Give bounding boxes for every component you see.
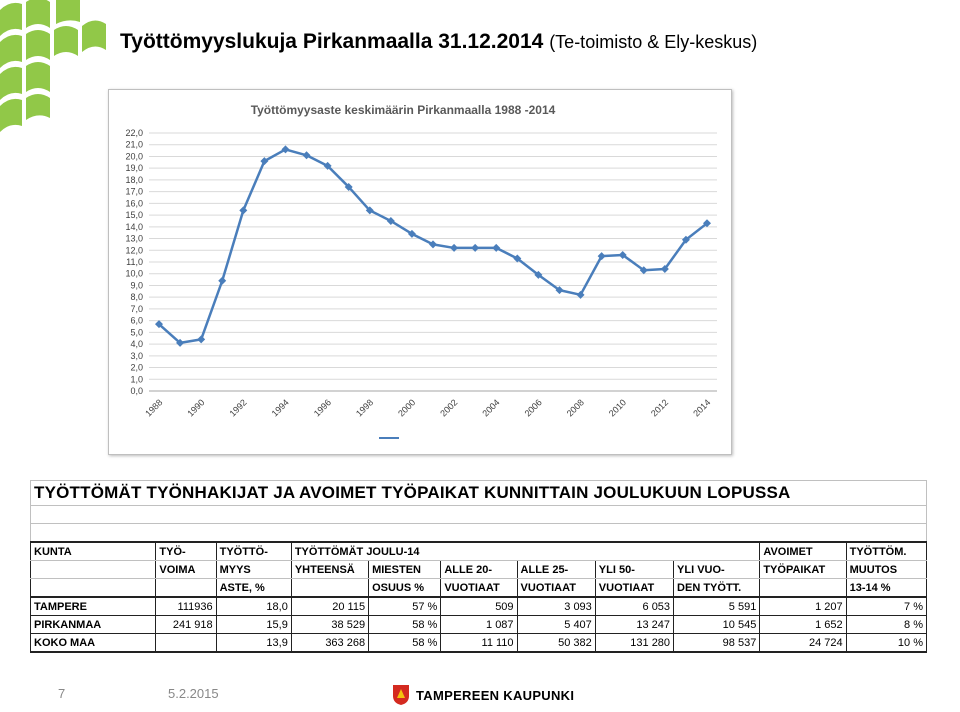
table-cell: 111936 xyxy=(156,597,216,616)
table-header-cell: ASTE, % xyxy=(216,579,291,598)
data-point xyxy=(218,277,226,285)
table-header-cell xyxy=(156,579,216,598)
table-cell: 5 591 xyxy=(674,597,760,616)
x-tick-label: 2002 xyxy=(438,397,460,419)
table-cell: 3 093 xyxy=(517,597,595,616)
table-header-cell: TYÖTTÖ- xyxy=(216,542,291,561)
x-tick-label: 2014 xyxy=(691,397,713,419)
line-chart-frame xyxy=(108,89,732,455)
table-cell: 20 115 xyxy=(291,597,368,616)
tampere-crest-icon xyxy=(392,684,410,706)
table-cell: 58 % xyxy=(369,634,441,653)
table-header-cell: VUOTIAAT xyxy=(595,579,673,598)
x-tick-label: 2012 xyxy=(649,397,671,419)
table-cell: 1 087 xyxy=(441,616,517,634)
table-header-row xyxy=(31,542,927,561)
y-tick-label: 7,0 xyxy=(130,303,143,314)
table-header-cell: VOIMA xyxy=(156,561,216,579)
y-tick-label: 22,0 xyxy=(125,128,143,138)
table-row xyxy=(31,634,927,653)
table-cell: 363 268 xyxy=(291,634,368,653)
table-heading: TYÖTTÖMÄT TYÖNHAKIJAT JA AVOIMET TYÖPAIKAT KUNNITTAIN JOULUKUUN LOPUSSA xyxy=(31,481,927,506)
table-header-cell: KUNTA xyxy=(31,542,156,561)
table-cell: 1 207 xyxy=(760,597,846,616)
city-logo xyxy=(392,683,574,707)
table-header-cell xyxy=(31,561,156,579)
table-header-cell: DEN TYÖTT. xyxy=(674,579,760,598)
table-header-cell: VUOTIAAT xyxy=(517,579,595,598)
table-row xyxy=(31,597,927,616)
slide-title-source: (Te-toimisto & Ely-keskus) xyxy=(549,32,758,52)
y-tick-label: 5,0 xyxy=(130,327,143,338)
y-tick-label: 12,0 xyxy=(125,245,143,256)
data-point xyxy=(239,206,247,214)
table-header-cell: YHTEENSÄ xyxy=(291,561,368,579)
y-tick-label: 1,0 xyxy=(130,374,143,385)
y-tick-label: 3,0 xyxy=(130,350,143,361)
table-cell: 13 247 xyxy=(595,616,673,634)
table-header-cell: TYÖTTÖM. xyxy=(846,542,926,561)
x-tick-label: 1988 xyxy=(143,397,165,419)
x-tick-label: 2010 xyxy=(606,397,629,419)
y-tick-label: 14,0 xyxy=(125,221,143,232)
table-header-cell: YLI VUO- xyxy=(674,561,760,579)
y-tick-label: 0,0 xyxy=(130,386,143,396)
table-cell: 241 918 xyxy=(156,616,216,634)
table-cell: 98 537 xyxy=(674,634,760,653)
table-cell: 1 652 xyxy=(760,616,846,634)
table-header-cell: ALLE 25- xyxy=(517,561,595,579)
city-name: TAMPEREEN KAUPUNKI xyxy=(416,687,575,703)
data-point xyxy=(197,335,205,343)
y-tick-label: 2,0 xyxy=(130,362,143,373)
slide-date: 5.2.2015 xyxy=(168,686,219,701)
x-tick-label: 1996 xyxy=(311,397,334,419)
table-cell: 57 % xyxy=(369,597,441,616)
x-tick-label: 2004 xyxy=(480,397,502,419)
y-tick-label: 16,0 xyxy=(125,198,143,209)
table-row-label: PIRKANMAA xyxy=(31,616,156,634)
table-cell: 24 724 xyxy=(760,634,846,653)
table-header-cell: VUOTIAAT xyxy=(441,579,517,598)
y-tick-label: 15,0 xyxy=(125,210,143,221)
table-header-cell: TYÖPAIKAT xyxy=(760,561,846,579)
table-cell: 131 280 xyxy=(595,634,673,653)
table-header-cell: MUUTOS xyxy=(846,561,926,579)
table-cell: 509 xyxy=(441,597,517,616)
x-tick-label: 1998 xyxy=(353,397,376,419)
table-row-label: KOKO MAA xyxy=(31,634,156,653)
y-tick-label: 6,0 xyxy=(130,315,143,326)
table-spacer xyxy=(31,506,927,524)
x-tick-label: 1990 xyxy=(185,397,207,419)
x-tick-label: 2006 xyxy=(522,397,544,419)
y-tick-label: 17,0 xyxy=(125,186,143,197)
table-header-cell: TYÖ- xyxy=(156,542,216,561)
x-tick-label: 1992 xyxy=(227,397,249,419)
x-tick-label: 2008 xyxy=(564,397,586,419)
table-cell: 6 053 xyxy=(595,597,673,616)
table-row xyxy=(31,616,927,634)
table-header-cell: MIESTEN xyxy=(369,561,441,579)
table-cell: 58 % xyxy=(369,616,441,634)
unemployment-table xyxy=(30,480,930,672)
table-header-cell: AVOIMET xyxy=(760,542,846,561)
table-header-cell: TYÖTTÖMÄT JOULU-14 xyxy=(291,542,760,561)
y-tick-label: 4,0 xyxy=(130,339,143,350)
table-spacer xyxy=(31,524,927,543)
slide-title-main: Työttömyyslukuja Pirkanmaalla 31.12.2014 xyxy=(120,30,544,53)
y-tick-label: 19,0 xyxy=(125,163,143,174)
table-header-cell: YLI 50- xyxy=(595,561,673,579)
line-chart xyxy=(109,90,731,454)
table-header-cell: 13-14 % xyxy=(846,579,926,598)
table-header-row xyxy=(31,561,927,579)
x-tick-label: 1994 xyxy=(269,397,291,419)
table-row-label: TAMPERE xyxy=(31,597,156,616)
table-cell: 50 382 xyxy=(517,634,595,653)
table-cell: 10 % xyxy=(846,634,926,653)
y-tick-label: 18,0 xyxy=(125,174,143,185)
table-cell: 13,9 xyxy=(216,634,291,653)
y-tick-label: 11,0 xyxy=(126,257,143,267)
y-tick-label: 8,0 xyxy=(130,292,143,303)
table-header-cell xyxy=(31,579,156,598)
y-tick-label: 21,0 xyxy=(125,139,143,150)
table-header-row xyxy=(31,579,927,598)
slide-title xyxy=(120,30,757,54)
table-cell: 8 % xyxy=(846,616,926,634)
y-tick-label: 9,0 xyxy=(130,280,143,291)
table-cell: 11 110 xyxy=(441,634,517,653)
table-cell: 10 545 xyxy=(674,616,760,634)
y-tick-label: 10,0 xyxy=(125,268,143,279)
table-cell: 15,9 xyxy=(216,616,291,634)
table-cell: 5 407 xyxy=(517,616,595,634)
y-tick-label: 13,0 xyxy=(125,233,143,244)
chart-title: Työttömyysaste keskimäärin Pirkanmaalla 1988 -2014 xyxy=(250,103,556,117)
table-header-cell xyxy=(760,579,846,598)
y-tick-label: 20,0 xyxy=(125,151,143,162)
table-header-cell: OSUUS % xyxy=(369,579,441,598)
x-tick-label: 2000 xyxy=(396,397,418,419)
slide-footer xyxy=(0,683,960,712)
table-cell xyxy=(156,634,216,653)
table-header-cell xyxy=(291,579,368,598)
table-cell: 7 % xyxy=(846,597,926,616)
table-header-cell: ALLE 20- xyxy=(441,561,517,579)
table-cell: 38 529 xyxy=(291,616,368,634)
table-header-cell: MYYS xyxy=(216,561,291,579)
page-number: 7 xyxy=(58,686,66,701)
table-cell: 18,0 xyxy=(216,597,291,616)
